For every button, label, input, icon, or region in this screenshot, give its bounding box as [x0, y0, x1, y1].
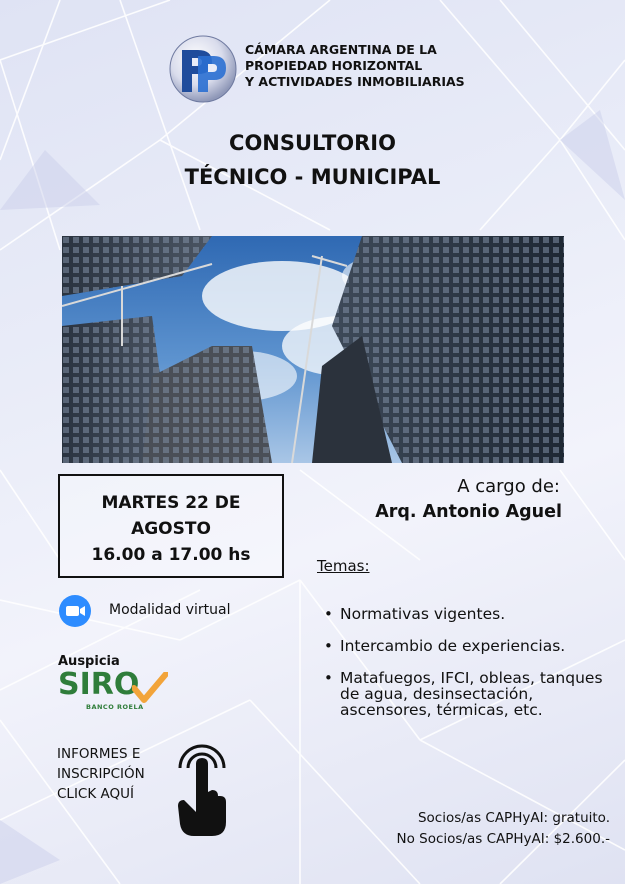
- siro-check-icon: [132, 672, 168, 706]
- siro-subtext: BANCO ROELA: [86, 703, 144, 711]
- event-title-line: TÉCNICO - MUNICIPAL: [184, 165, 441, 189]
- topic-item: • Normativas vigentes.: [322, 606, 612, 622]
- organization-name-line: Y ACTIVIDADES INMOBILIARIAS: [245, 74, 465, 89]
- pricing-line: Socios/as CAPHyAI: gratuito.: [417, 810, 610, 826]
- topic-item: • Intercambio de experiencias.: [322, 638, 612, 654]
- registration-line: INSCRIPCIÓN: [57, 766, 145, 782]
- organization-name-line: PROPIEDAD HORIZONTAL: [245, 58, 423, 73]
- organization-name-line: CÁMARA ARGENTINA DE LA: [245, 42, 437, 57]
- buildings-photo: [62, 236, 564, 463]
- event-title-line: CONSULTORIO: [229, 131, 396, 155]
- organization-name: [245, 42, 485, 90]
- schedule-line: MARTES 22 DE: [101, 493, 241, 513]
- presenter-label: A cargo de:: [457, 476, 560, 497]
- topics-heading: Temas:: [317, 557, 370, 575]
- schedule-box: [58, 474, 284, 578]
- registration-line: INFORMES E: [57, 746, 141, 762]
- cphyai-logo-icon: [168, 34, 238, 104]
- registration-link[interactable]: [57, 744, 145, 804]
- modality-text: Modalidad virtual: [109, 602, 231, 618]
- registration-line: CLICK AQUÍ: [57, 786, 134, 802]
- siro-logo: SIRO: [58, 667, 140, 702]
- pricing-line: No Socios/as CAPHyAI: $2.600.-: [396, 831, 610, 847]
- schedule-line: 16.00 a 17.00 hs: [91, 545, 251, 565]
- topic-item: • Matafuegos, IFCI, obleas, tanques de agua, desinsectación, ascensores, térmicas, etc.: [322, 670, 612, 718]
- topics-list: [322, 606, 612, 734]
- sponsor-label: Auspicia: [58, 654, 120, 669]
- event-title: [0, 126, 625, 194]
- pricing-info: [340, 808, 610, 850]
- zoom-camera-icon: [59, 595, 91, 627]
- presenter-name: Arq. Antonio Aguel: [375, 502, 562, 522]
- schedule-line: AGOSTO: [131, 519, 211, 539]
- hand-pointer-icon[interactable]: [172, 740, 232, 838]
